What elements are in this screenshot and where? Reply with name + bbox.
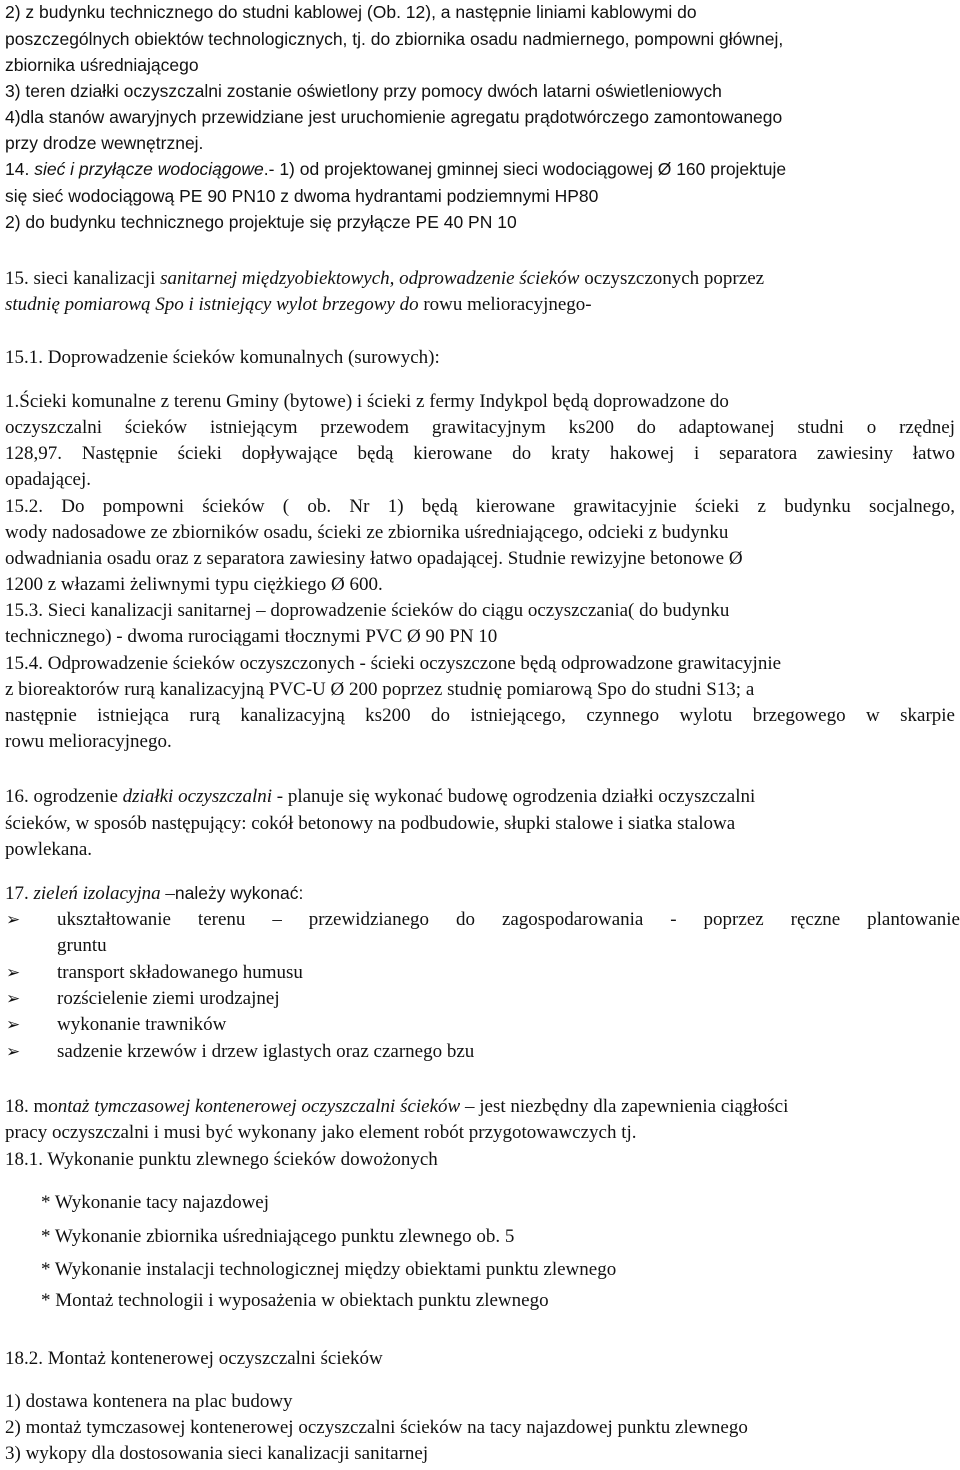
- subsection-heading: 18.1. Wykonanie punktu zlewnego ścieków dowożonych: [5, 1149, 438, 1170]
- text-line: 2) do budynku technicznego projektuje się przyłącze PE 40 PN 10: [5, 212, 517, 232]
- list-item-continuation: gruntu: [57, 935, 107, 956]
- subsection-heading: 15.1. Doprowadzenie ścieków komunalnych (surowych):: [5, 347, 440, 368]
- task-item: * Wykonanie instalacji technologicznej między obiektami punktu zlewnego: [41, 1259, 617, 1280]
- text-line: technicznego) - dwoma rurociągami tłocznymi PVC Ø 90 PN 10: [5, 626, 498, 647]
- text-line: 128,97. Następnie ścieki dopływające będą kierowane do kraty hakowej i separatora zawiesiny łatwo: [5, 443, 955, 464]
- task-item: * Wykonanie zbiornika uśredniającego punktu zlewnego ob. 5: [41, 1226, 515, 1247]
- list-item: sadzenie krzewów i drzew iglastych oraz czarnego bzu: [57, 1041, 475, 1062]
- section-18-heading: [5, 1097, 788, 1116]
- text-line: przy drodze wewnętrznej.: [5, 133, 204, 153]
- text-line: opadającej.: [5, 469, 91, 490]
- text-line: 1) dostawa kontenera na plac budowy: [5, 1391, 293, 1412]
- section-16-heading: [5, 787, 755, 806]
- section-title: ontaż tymczasowej kontenerowej oczyszczalni ścieków –: [48, 1096, 475, 1117]
- text-line: oczyszczalni ścieków istniejącym przewodem grawitacyjnym ks200 do adaptowanej studni o rzędnej: [5, 417, 955, 438]
- subsection-heading: 18.2. Montaż kontenerowej oczyszczalni ścieków: [5, 1348, 383, 1369]
- text-fragment: rowu melioracyjnego-: [418, 294, 592, 315]
- text-line: odwadniania osadu oraz z separatora zawiesiny łatwo opadającej. Studnie rewizyjne betonowe Ø: [5, 548, 743, 569]
- list-item: rozścielenie ziemi urodzajnej: [57, 988, 280, 1009]
- task-item: * Montaż technologii i wyposażenia w obiektach punktu zlewnego: [41, 1290, 549, 1311]
- text-line: 15.3. Sieci kanalizacji sanitarnej – doprowadzenie ścieków do ciągu oczyszczania( do budynku: [5, 600, 730, 621]
- text-line: 4)dla stanów awaryjnych przewidziane jest uruchomienie agregatu prądotwórczego zamontowanego: [5, 107, 783, 127]
- text-fragment: 17.: [5, 883, 34, 904]
- text-line: zbiornika uśredniającego: [5, 55, 199, 75]
- text-fragment: 15. sieci kanalizacji: [5, 268, 161, 289]
- text-line: 2) montaż tymczasowej kontenerowej oczyszczalni ścieków na tacy najazdowej punktu zlewnego: [5, 1417, 748, 1438]
- list-item: transport składowanego humusu: [57, 962, 303, 983]
- arrowhead-bullet-icon: ➢: [6, 910, 21, 930]
- text-line: 2) z budynku technicznego do studni kablowej (Ob. 12), a następnie liniami kablowymi do: [5, 2, 697, 22]
- section-14-heading: [5, 161, 786, 179]
- section-title: działki oczyszczalni: [122, 786, 273, 807]
- text-line: [5, 295, 592, 314]
- text-fragment: 18. m: [5, 1096, 49, 1117]
- section-17-heading: [5, 884, 303, 903]
- text-line: 1.Ścieki komunalne z terenu Gminy (bytowe) i ścieki z fermy Indykpol będą doprowadzone do: [5, 391, 729, 412]
- text-fragment: .- 1) od projektowanej gminnej sieci wodociągowej Ø 160 projektuje: [263, 159, 787, 179]
- arrowhead-bullet-icon: ➢: [6, 963, 21, 983]
- text-line: z bioreaktorów rurą kanalizacyjną PVC-U Ø 200 poprzez studnię pomiarową Spo do studni S13; a: [5, 679, 755, 700]
- text-line: rowu melioracyjnego.: [5, 731, 172, 752]
- task-item: * Wykonanie tacy najazdowej: [41, 1192, 269, 1213]
- text-line: powlekana.: [5, 839, 93, 860]
- section-title: sanitarnej międzyobiektowych, odprowadzenie ścieków: [160, 268, 580, 289]
- list-item: wykonanie trawników: [57, 1014, 227, 1035]
- text-line: się sieć wodociągową PE 90 PN10 z dwoma hydrantami podziemnymi HP80: [5, 186, 599, 206]
- text-fragment: należy wykonać:: [174, 883, 304, 903]
- section-15-heading: [5, 269, 764, 288]
- list-item: ukształtowanie terenu – przewidzianego do zagospodarowania - poprzez ręczne plantowanie: [57, 909, 960, 930]
- text-fragment: oczyszczonych poprzez: [579, 268, 765, 289]
- text-line: 15.4. Odprowadzenie ścieków oczyszczonych - ścieki oczyszczone będą odprowadzone grawitacyjnie: [5, 653, 782, 674]
- text-fragment: - planuje się wykonać budowę ogrodzenia działki oczyszczalni: [272, 786, 756, 807]
- text-fragment: 16. ogrodzenie: [5, 786, 123, 807]
- section-title: sieć i przyłącze wodociągowe: [34, 159, 264, 179]
- text-line: wody nadosadowe ze zbiorników osadu, ścieki ze zbiornika uśredniającego, odcieki z budynku: [5, 522, 729, 543]
- text-line: pracy oczyszczalni i musi być wykonany jako element robót przygotowawczych tj.: [5, 1122, 637, 1143]
- section-title: studnię pomiarową Spo i istniejący wylot brzegowy do: [5, 294, 419, 315]
- arrowhead-bullet-icon: ➢: [6, 989, 21, 1009]
- text-line: 3) wykopy dla dostosowania sieci kanalizacji sanitarnej: [5, 1443, 429, 1464]
- text-fragment: jest niezbędny dla zapewnienia ciągłości: [474, 1096, 789, 1117]
- text-line: 15.2. Do pompowni ścieków ( ob. Nr 1) będą kierowane grawitacyjnie ścieki z budynku socjalnego,: [5, 496, 955, 517]
- text-line: następnie istniejąca rurą kanalizacyjną ks200 do istniejącego, czynnego wylotu brzegowego w skarpie: [5, 705, 955, 726]
- arrowhead-bullet-icon: ➢: [6, 1042, 21, 1062]
- text-line: 3) teren działki oczyszczalni zostanie oświetlony przy pomocy dwóch latarni oświetleniowych: [5, 81, 722, 101]
- text-line: poszczególnych obiektów technologicznych, tj. do zbiornika osadu nadmiernego, pompowni głównej,: [5, 29, 784, 49]
- section-title: zieleń izolacyjna –: [33, 883, 175, 904]
- text-line: 1200 z włazami żeliwnymi typu ciężkiego Ø 600.: [5, 574, 383, 595]
- arrowhead-bullet-icon: ➢: [6, 1015, 21, 1035]
- text-line: ścieków, w sposób następujący: cokół betonowy na podbudowie, słupki stalowe i siatka stalowa: [5, 813, 736, 834]
- section-number: 14.: [5, 159, 35, 179]
